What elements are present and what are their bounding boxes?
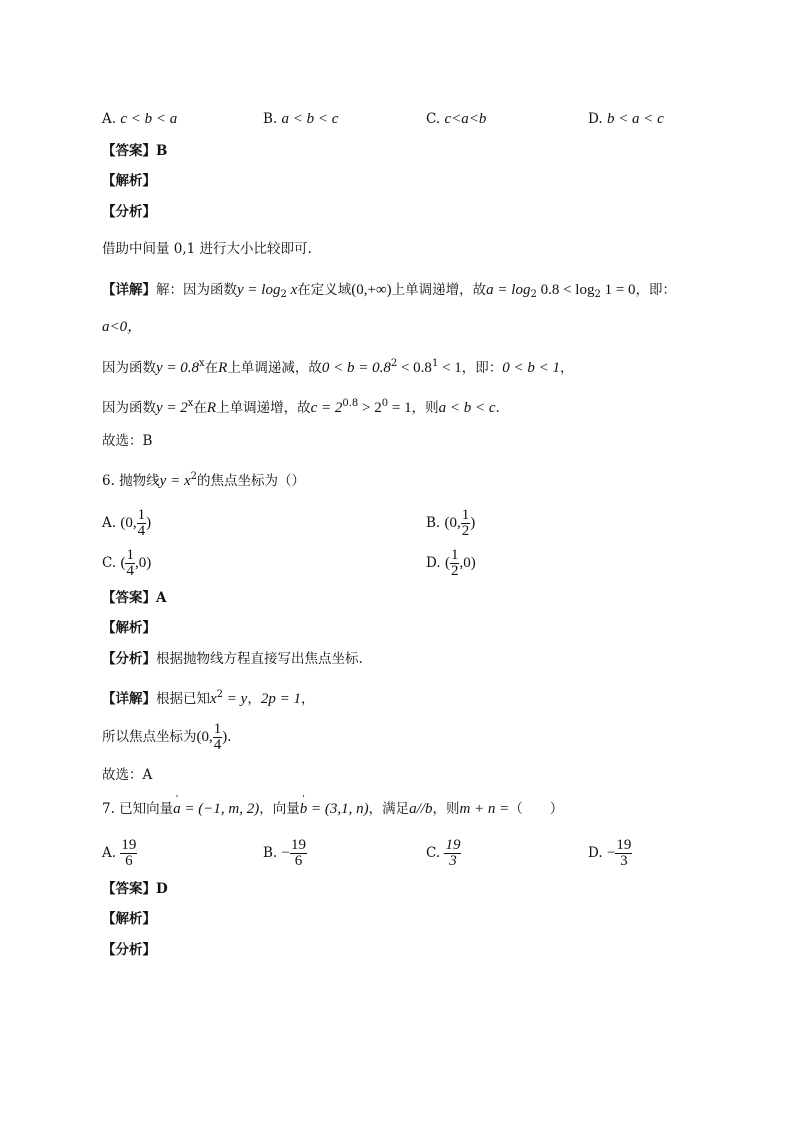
q6-answer: 【答案】A xyxy=(102,590,167,606)
option-label: B. xyxy=(263,845,278,861)
detail-tag: 【详解】 xyxy=(102,282,156,298)
fraction xyxy=(137,508,147,539)
q5-detail-line4 xyxy=(102,395,500,417)
text: ，即： xyxy=(461,360,503,376)
text: ，则 xyxy=(432,801,460,817)
text: 所以焦点坐标为 xyxy=(102,729,197,745)
q6-option-b xyxy=(426,508,475,539)
text: 上单调递减，故 xyxy=(227,360,322,376)
math: x xyxy=(286,282,298,298)
math: = 1 xyxy=(388,400,412,416)
math-sup: 0 xyxy=(381,398,389,409)
numerator: 19 xyxy=(616,837,632,853)
q7-stem xyxy=(102,800,563,818)
math: a = log xyxy=(486,282,531,298)
math: (0,+∞) xyxy=(351,282,392,298)
math-sup: 2 xyxy=(390,358,398,369)
denominator: 4 xyxy=(137,523,146,539)
q6-stem xyxy=(102,468,305,490)
denominator: 2 xyxy=(461,523,470,539)
q6-option-a xyxy=(102,508,151,539)
text: 上单调递增，故 xyxy=(216,400,311,416)
q7-answer: 【答案】D xyxy=(102,881,168,897)
math: a<0， xyxy=(102,319,143,335)
math: < 0.8 xyxy=(397,360,432,376)
text: . xyxy=(227,729,232,745)
math: m + n = xyxy=(459,801,510,817)
q6-option-d xyxy=(426,548,476,579)
fraction xyxy=(125,548,135,579)
q7-jiexi: 【解析】 xyxy=(102,911,156,927)
text: ，即： xyxy=(635,282,677,298)
math: 0.8 < log xyxy=(536,282,595,298)
math-sub: 2 xyxy=(594,289,601,300)
option-label: A. xyxy=(102,515,117,531)
numerator: 1 xyxy=(213,721,222,737)
option-label: C. xyxy=(102,555,117,571)
text: ，则 xyxy=(411,400,439,416)
math: x xyxy=(210,691,217,707)
math-sup: 2 xyxy=(216,689,224,700)
text: ，满足 xyxy=(368,801,410,817)
math: ) xyxy=(470,515,476,531)
text: ， xyxy=(247,691,261,707)
denominator: 6 xyxy=(125,853,133,869)
text: 7. 已知向量 xyxy=(102,801,174,817)
text: 在 xyxy=(204,360,219,376)
math: ) xyxy=(146,515,152,531)
math: 2p = 1 xyxy=(260,691,301,707)
numerator: 19 xyxy=(445,837,461,853)
q7-option-b xyxy=(263,838,307,869)
text: ， xyxy=(300,691,315,707)
numerator: 1 xyxy=(126,547,134,563)
math: 1 = 0 xyxy=(600,282,636,298)
math: ,0) xyxy=(134,555,152,571)
q7-option-d xyxy=(588,838,632,869)
fraction xyxy=(213,722,223,753)
q5-option-d xyxy=(588,110,664,128)
vector-a: ' a xyxy=(173,801,181,817)
q5-option-a xyxy=(102,110,177,128)
text: 上单调递增，故 xyxy=(391,282,487,298)
q5-detail-line1 xyxy=(102,281,676,304)
math: y = log xyxy=(237,282,281,298)
q6-focus xyxy=(102,722,232,753)
math: > 2 xyxy=(358,400,382,416)
denominator: 4 xyxy=(126,563,134,579)
math-sup: x xyxy=(187,398,194,409)
text: 6. 抛物线 xyxy=(102,473,160,489)
q7-option-c xyxy=(426,838,461,869)
text: 因为函数 xyxy=(102,360,156,376)
option-expr: b < a < c xyxy=(606,111,664,127)
sign: − xyxy=(281,845,290,861)
q6-fenxi xyxy=(102,650,363,668)
q7-option-a xyxy=(102,838,137,869)
option-label: D. xyxy=(588,111,603,127)
q6-select: 故选：A xyxy=(102,767,153,783)
math-sup: x xyxy=(199,358,205,369)
option-label: B. xyxy=(426,515,441,531)
numerator: 1 xyxy=(450,547,459,563)
fraction xyxy=(450,548,460,579)
option-expr: c < b < a xyxy=(120,111,178,127)
option-expr: a < b < c xyxy=(281,111,339,127)
math: = (−1, m, 2) xyxy=(180,801,260,817)
option-label: A. xyxy=(102,111,117,127)
numerator: 19 xyxy=(290,837,306,853)
math: R xyxy=(218,360,228,376)
option-label: B. xyxy=(263,111,278,127)
math: 0 < b = 0.8 xyxy=(321,360,391,376)
math: (0, xyxy=(444,515,461,531)
fraction xyxy=(615,838,632,869)
option-label: A. xyxy=(102,845,117,861)
sign: − xyxy=(606,845,616,861)
text: ， xyxy=(560,360,574,376)
q7-fenxi: 【分析】 xyxy=(102,942,156,958)
math: a//b xyxy=(409,801,433,817)
text: 在定义域 xyxy=(297,282,352,298)
text: （ ） xyxy=(509,801,564,817)
option-label: D. xyxy=(588,845,603,861)
text: 在 xyxy=(193,400,207,416)
math-sup: 0.8 xyxy=(342,398,359,409)
q5-option-b xyxy=(263,110,338,128)
q5-jiexi: 【解析】 xyxy=(102,173,156,189)
fraction xyxy=(461,508,471,539)
math: y = 0.8 xyxy=(156,360,200,376)
fraction xyxy=(290,838,307,869)
text: 的焦点坐标为（） xyxy=(196,473,305,489)
math: = y xyxy=(223,691,248,707)
math: y = x xyxy=(159,473,191,489)
math: = (3,1, n) xyxy=(307,801,369,817)
math: R xyxy=(206,400,217,416)
math-sup: 1 xyxy=(431,358,439,369)
fenxi-tag: 【分析】 xyxy=(102,651,156,667)
fraction xyxy=(444,838,461,869)
q6-jiexi: 【解析】 xyxy=(102,620,156,636)
math: ( xyxy=(444,555,450,571)
denominator: 3 xyxy=(620,853,628,869)
math: ) xyxy=(222,729,228,745)
vector-b: ' b xyxy=(300,801,308,817)
fraction xyxy=(120,838,137,869)
numerator: 19 xyxy=(121,837,137,853)
q5-detail-line2 xyxy=(102,318,142,336)
denominator: 4 xyxy=(213,737,222,753)
option-label: D. xyxy=(426,555,441,571)
math: < 1 xyxy=(438,360,462,376)
text: 因为函数 xyxy=(102,400,156,416)
detail-tag: 【详解】 xyxy=(102,691,156,707)
q5-fenxi: 【分析】 xyxy=(102,204,156,220)
q5-option-c xyxy=(426,110,486,128)
math: ( xyxy=(120,555,126,571)
q5-answer: 【答案】B xyxy=(102,143,168,159)
math: c = 2 xyxy=(310,400,343,416)
text: 解：因为函数 xyxy=(156,282,237,298)
math: a < b < c xyxy=(438,400,496,416)
option-expr: c<a<b xyxy=(444,111,487,127)
denominator: 3 xyxy=(449,853,457,869)
math: (0, xyxy=(120,515,137,531)
text: 根据已知 xyxy=(156,691,210,707)
math-sub: 2 xyxy=(530,289,537,300)
text: . xyxy=(495,400,500,416)
option-label: C. xyxy=(426,845,441,861)
text: ，向量 xyxy=(259,801,300,817)
numerator: 1 xyxy=(461,507,470,523)
math: y = 2 xyxy=(156,400,188,416)
denominator: 2 xyxy=(450,563,459,579)
q5-fenxi-text: 借助中间量 0,1 进行大小比较即可. xyxy=(102,241,312,257)
q5-detail-line3 xyxy=(102,355,574,377)
text: 根据抛物线方程直接写出焦点坐标. xyxy=(156,651,363,667)
q6-detail xyxy=(102,686,314,708)
math-sup: 2 xyxy=(190,471,197,482)
q5-select: 故选：B xyxy=(102,433,153,449)
numerator: 1 xyxy=(137,507,146,523)
math-sub: 2 xyxy=(280,289,287,300)
q6-option-c xyxy=(102,548,151,579)
math: ,0) xyxy=(459,555,476,571)
math: (0, xyxy=(196,729,213,745)
math: 0 < b < 1 xyxy=(502,360,561,376)
option-label: C. xyxy=(426,111,441,127)
denominator: 6 xyxy=(294,853,303,869)
